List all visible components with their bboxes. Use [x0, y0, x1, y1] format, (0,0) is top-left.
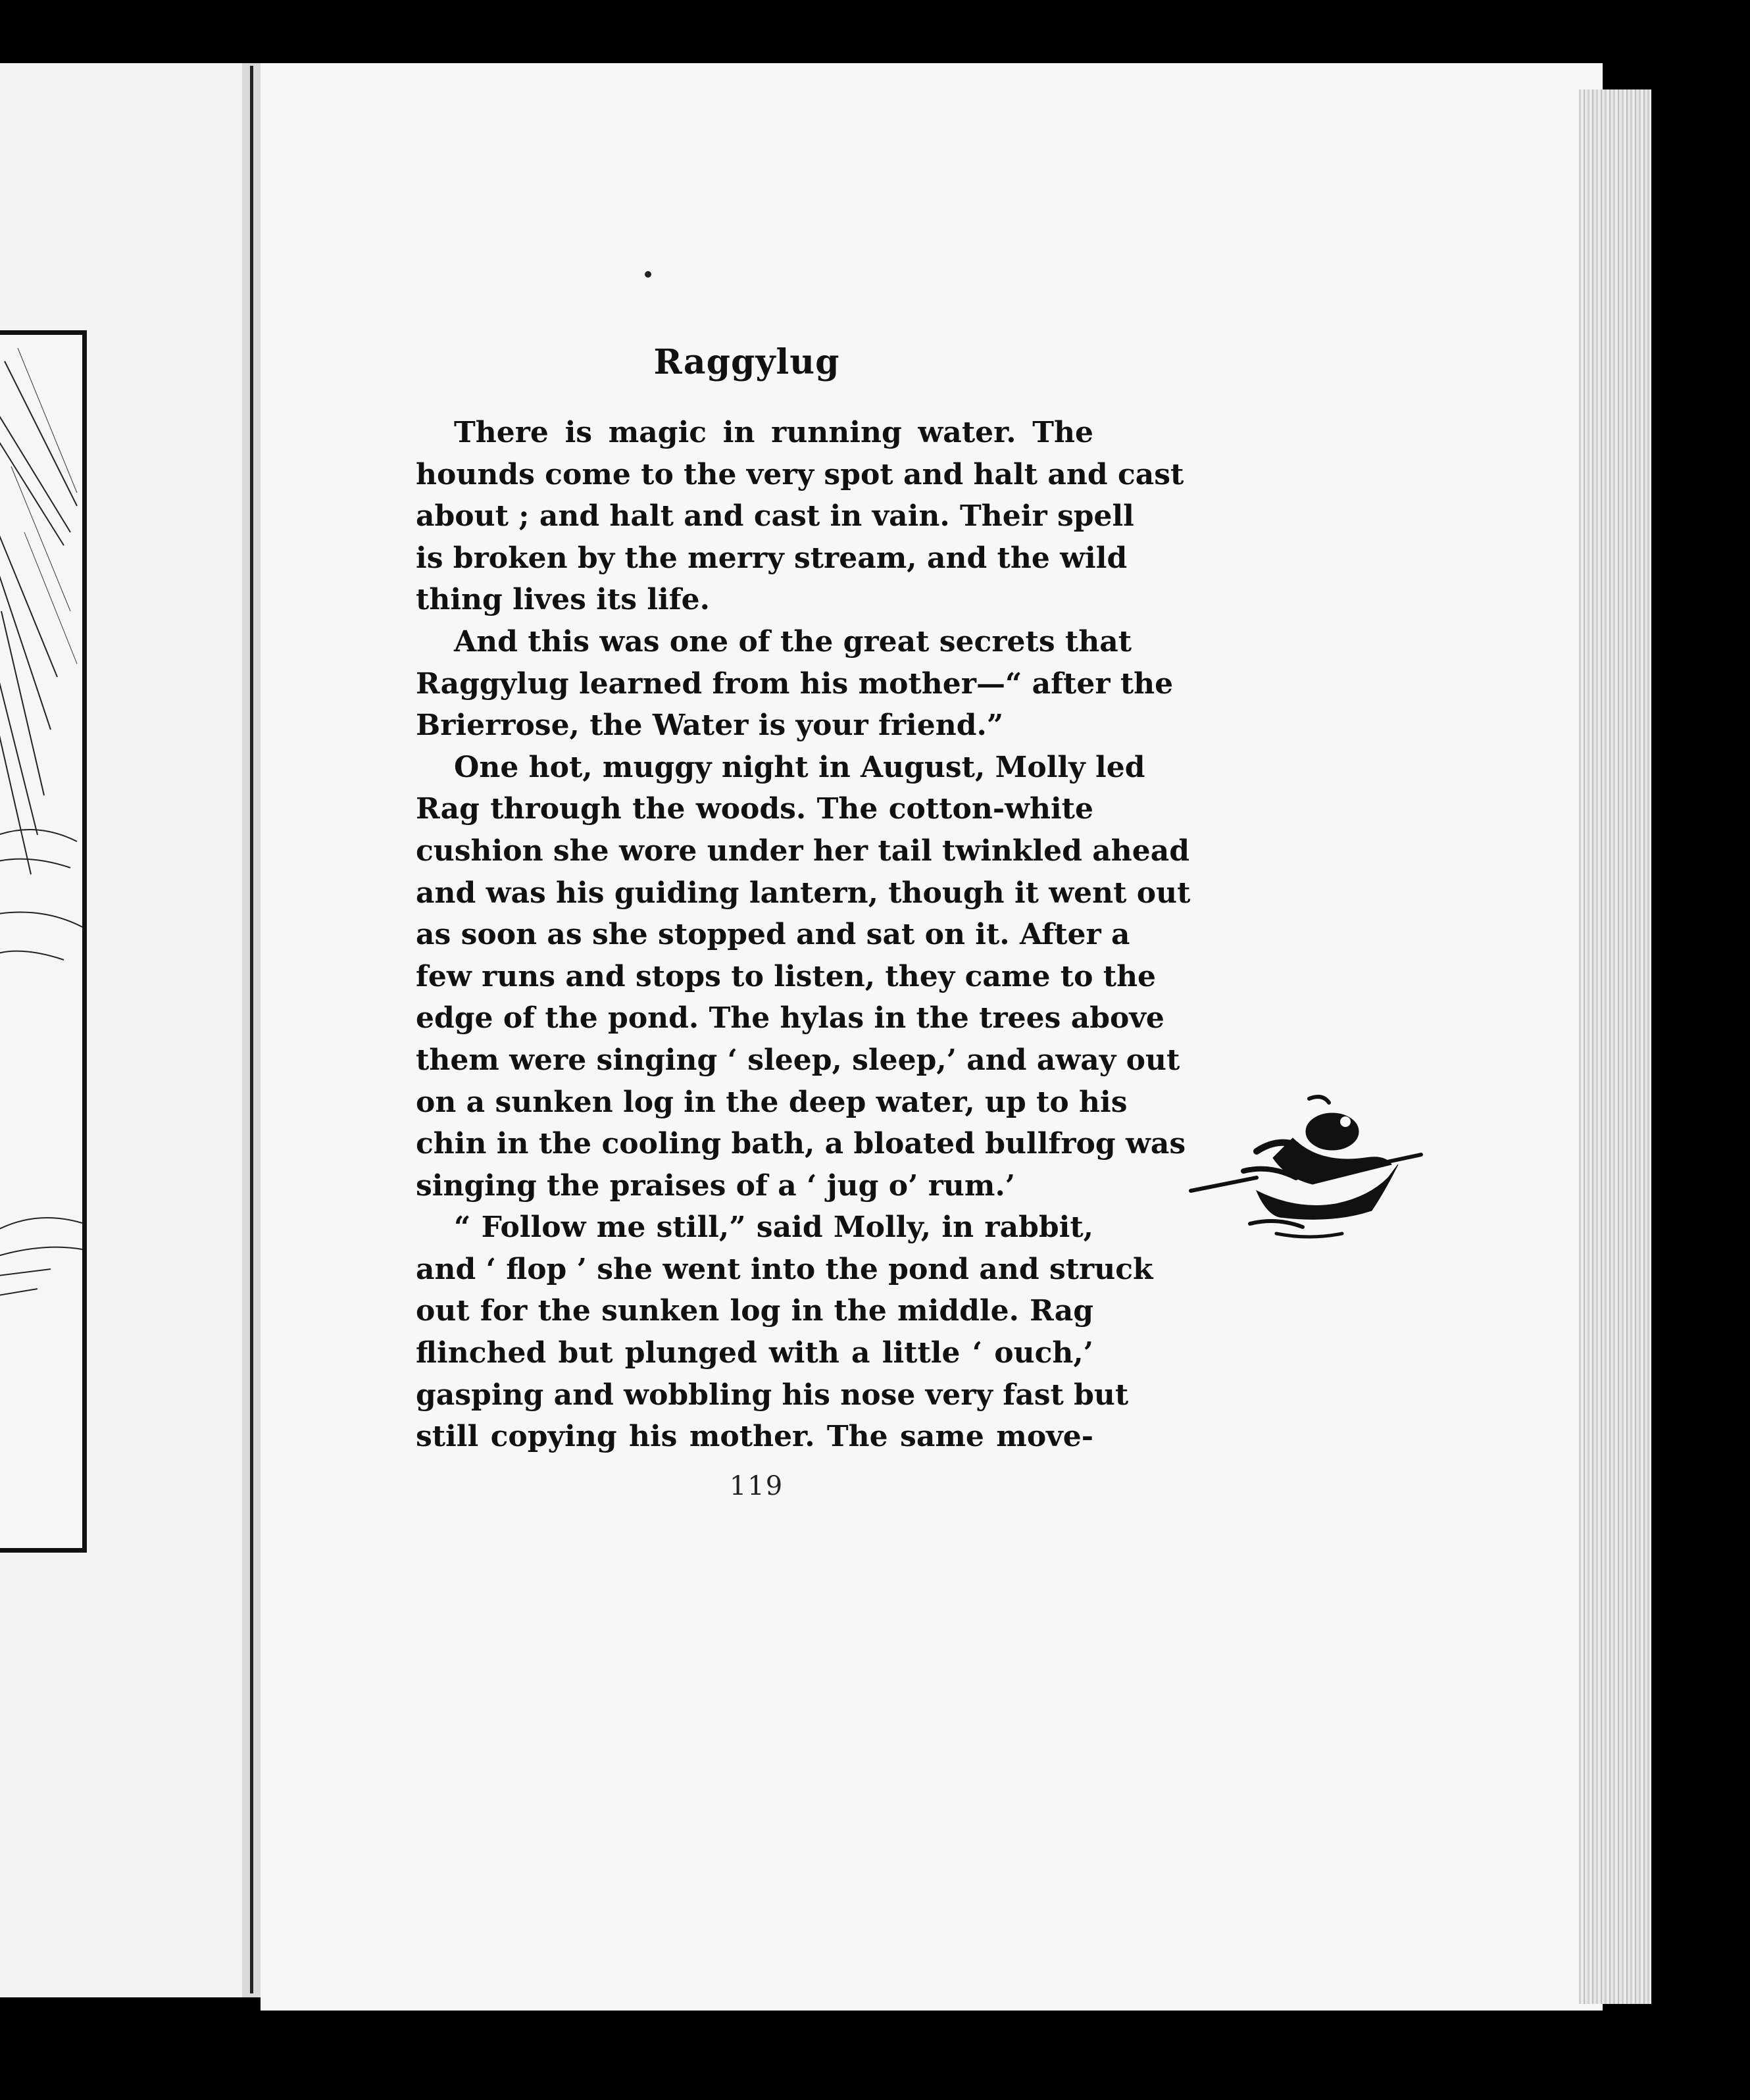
text-line: and ‘ flop ’ she went into the pond and struck [416, 1252, 1153, 1286]
text-line: Brierrose, the Water is your friend.” [416, 709, 1004, 743]
running-head: Raggylug [653, 342, 840, 382]
text-line: chin in the cooling bath, a bloated bullfrog was [416, 1127, 1186, 1161]
text-line: “ Follow me still,” said Molly, in rabbit, [454, 1211, 1093, 1245]
left-page-illustration [0, 330, 87, 1553]
text-line: flinched but plunged with a little ‘ ouch,’ [416, 1336, 1093, 1370]
page-edge [1579, 89, 1651, 2004]
page-number: 119 [729, 1471, 784, 1501]
text-line: Rag through the woods. The cotton-white [416, 792, 1093, 826]
text-line: is broken by the merry stream, and the wild [416, 541, 1128, 575]
text-line: and was his guiding lantern, though it went out [416, 876, 1191, 910]
frog-illustration [1178, 1092, 1441, 1266]
text-line: And this was one of the great secrets that [454, 624, 1132, 659]
text-line: few runs and stops to listen, they came to the [416, 959, 1157, 993]
text-line: about ; and halt and cast in vain. Their spell [416, 499, 1134, 534]
text-line: cushion she wore under her tail twinkled ahead [416, 834, 1189, 868]
body-text [416, 412, 1191, 1458]
text-line: as soon as she stopped and sat on it. After a [416, 918, 1130, 952]
text-line: Raggylug learned from his mother—“ after the [416, 666, 1174, 701]
text-line: One hot, muggy night in August, Molly led [454, 750, 1145, 784]
text-line: gasping and wobbling his nose very fast but [416, 1378, 1129, 1412]
text-line: still copying his mother. The same move- [416, 1420, 1093, 1454]
text-line: them were singing ‘ sleep, sleep,’ and away out [416, 1043, 1180, 1077]
text-line: out for the sunken log in the middle. Rag [416, 1294, 1093, 1328]
text-line: hounds come to the very spot and halt and cast [416, 457, 1184, 491]
ink-dot [645, 271, 651, 278]
text-line: There is magic in running water. The [454, 416, 1093, 449]
text-line: on a sunken log in the deep water, up to his [416, 1085, 1128, 1119]
left-page [0, 63, 242, 1997]
text-line: edge of the pond. The hylas in the trees above [416, 1001, 1164, 1036]
gutter-line [250, 66, 253, 1993]
text-line: thing lives its life. [416, 583, 710, 617]
text-line: singing the praises of a ‘ jug o’ rum.’ [416, 1168, 1016, 1203]
